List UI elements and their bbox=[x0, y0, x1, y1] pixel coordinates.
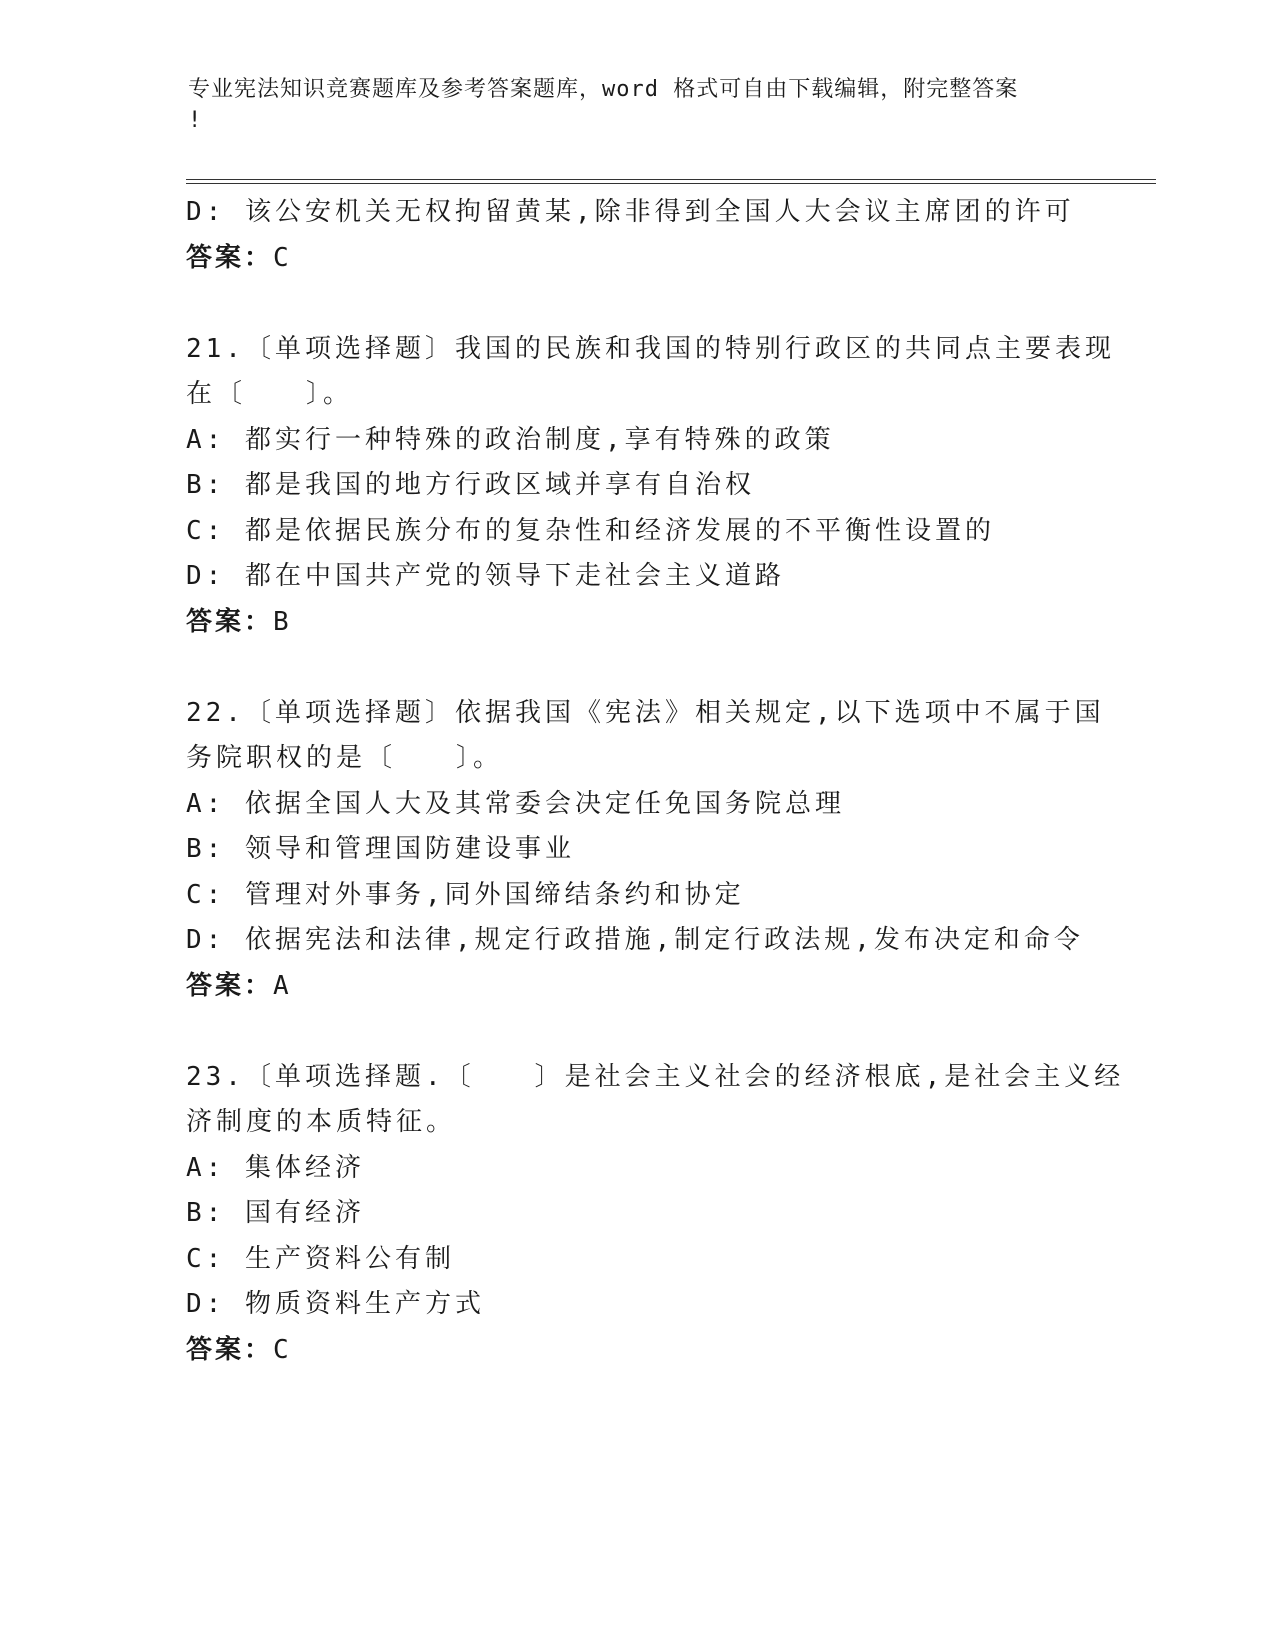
answer-label: 答案： bbox=[186, 242, 274, 273]
question-list bbox=[186, 190, 1125, 1373]
answer-value: A bbox=[273, 970, 289, 1001]
option-a: A: 都实行一种特殊的政治制度,享有特殊的政策 bbox=[186, 424, 835, 455]
spacer bbox=[186, 281, 1086, 327]
answer-label: 答案： bbox=[186, 970, 274, 1001]
question-stem: 务院职权的是〔 〕。 bbox=[186, 743, 504, 773]
option-a: A: 集体经济 bbox=[186, 1152, 365, 1183]
spacer bbox=[186, 645, 1086, 691]
option-d: D: 依据宪法和法律,规定行政措施,制定行政法规,发布决定和命令 bbox=[186, 925, 1084, 955]
page-header bbox=[188, 74, 1068, 136]
question-stem: 21.〔单项选择题〕我国的民族和我国的特别行政区的共同点主要表现 bbox=[186, 333, 1115, 364]
option-c: C: 生产资料公有制 bbox=[186, 1243, 455, 1274]
question-stem: 在〔 〕。 bbox=[186, 379, 354, 409]
question-21 bbox=[186, 327, 1115, 646]
spacer bbox=[186, 1009, 1086, 1055]
answer-line bbox=[186, 236, 1086, 282]
question-stem: 22.〔单项选择题〕依据我国《宪法》相关规定,以下选项中不属于国 bbox=[186, 697, 1105, 728]
option-c: C: 管理对外事务,同外国缔结条约和协定 bbox=[186, 879, 745, 910]
header-title-line-2: ! bbox=[188, 108, 203, 133]
option-b: B: 领导和管理国防建设事业 bbox=[186, 834, 575, 864]
answer-line bbox=[186, 1328, 1086, 1374]
answer-label: 答案： bbox=[186, 606, 274, 637]
answer-line bbox=[186, 600, 1086, 646]
option-d: D: 都在中国共产党的领导下走社会主义道路 bbox=[186, 561, 785, 591]
option-a: A: 依据全国人大及其常委会决定任免国务院总理 bbox=[186, 788, 845, 819]
question-stem: 23.〔单项选择题.〔 〕是社会主义社会的经济根底,是社会主义经 bbox=[186, 1061, 1125, 1092]
header-divider-top bbox=[186, 179, 1156, 180]
previous-question-tail bbox=[186, 190, 1086, 281]
option-b: B: 都是我国的地方行政区域并享有自治权 bbox=[186, 470, 755, 500]
option-c: C: 都是依据民族分布的复杂性和经济发展的不平衡性设置的 bbox=[186, 515, 995, 546]
header-title-line-1: 专业宪法知识竞赛题库及参考答案题库，word 格式可自由下载编辑，附完整答案 bbox=[188, 77, 1019, 102]
option-d: D: 该公安机关无权拘留黄某,除非得到全国人大会议主席团的许可 bbox=[186, 197, 1075, 227]
question-stem: 济制度的本质特征。 bbox=[186, 1107, 457, 1137]
option-b: B: 国有经济 bbox=[186, 1198, 365, 1228]
question-22 bbox=[186, 691, 1105, 1010]
answer-line bbox=[186, 964, 1086, 1010]
question-23 bbox=[186, 1055, 1125, 1374]
answer-value: B bbox=[273, 606, 289, 637]
answer-value: C bbox=[273, 242, 289, 273]
answer-value: C bbox=[273, 1334, 289, 1365]
answer-label: 答案： bbox=[186, 1334, 274, 1365]
header-divider-bottom bbox=[186, 183, 1156, 184]
option-d: D: 物质资料生产方式 bbox=[186, 1289, 485, 1319]
